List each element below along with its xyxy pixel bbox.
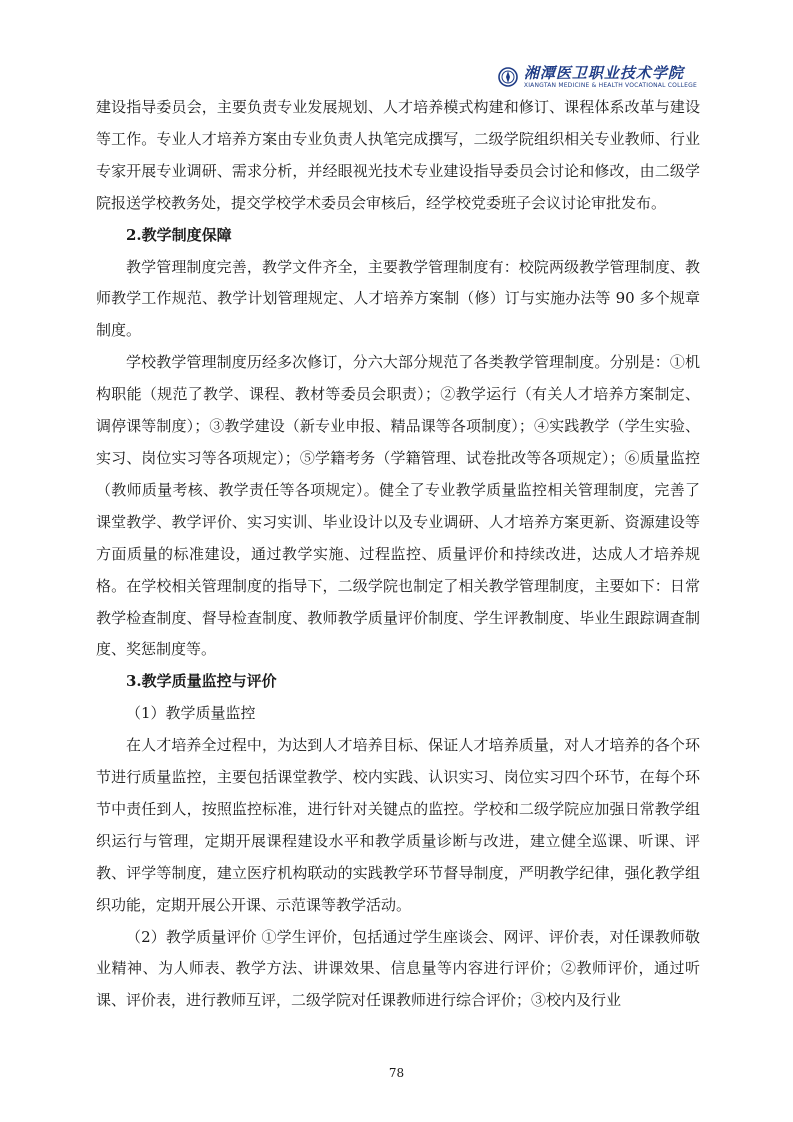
- heading-quality-monitoring: 3.教学质量监控与评价: [126, 672, 277, 691]
- college-name-cn: 湘潭医卫职业技术学院: [523, 64, 684, 82]
- paragraph-system-revision: 学校教学管理制度历经多次修订，分六大部分规范了各类教学管理制度。分别是：①机构职能（规范了教学、课程、教材等委员会职责）；②教学运行（有关人才培养方案制定、调停课等制度）；③教学建设（新专业申报、精品课等各项制度）；④实践教学（学生实验、实习、岗位实习等各项规定）；⑤学籍考务（学籍管理、试卷批改等各项规定）；⑥质量监控（教师质量考核、教学责任等各项规定）。健全了专业教学质量监控相关管理制度，完善了课堂教学、教学评价、实习实训、毕业设计以及专业调研、人才培养方案更新、资源建设等方面质量的标准建设，通过教学实施、过程监控、质量评价和持续改进，达成人才培养规格。在学校相关管理制度的指导下，二级学院也制定了相关教学管理制度，主要如下：日常教学检查制度、督导检查制度、教师教学质量评价制度、学生评教制度、毕业生跟踪调查制度、奖惩制度等。: [96, 353, 700, 659]
- page-header: [498, 64, 697, 90]
- paragraph-committee: 建设指导委员会，主要负责专业发展规划、人才培养模式构建和修订、课程体系改革与建设等工作。专业人才培养方案由专业负责人执笔完成撰写，二级学院组织相关专业教师、行业专家开展专业调研、需求分析，并经眼视光技术专业建设指导委员会讨论和修改，由二级学院报送学校教务处，提交学校学术委员会审核后，经学校党委班子会议讨论审批发布。: [96, 98, 700, 212]
- paragraph-monitoring-process: 在人才培养全过程中，为达到人才培养目标、保证人才培养质量，对人才培养的各个环节进行质量监控，主要包括课堂教学、校内实践、认识实习、岗位实习四个环节，在每个环节中责任到人，按照监控标准，进行针对关键点的监控。学校和二级学院应加强日常教学组织运行与管理，定期开展课程建设水平和教学质量诊断与改进，建立健全巡课、听课、评教、评学等制度，建立医疗机构联动的实践教学环节督导制度，严明教学纪律，强化教学组织功能，定期开展公开课、示范课等教学活动。: [96, 736, 700, 914]
- document-body: [96, 92, 700, 1017]
- heading-teaching-system: 2.教学制度保障: [126, 225, 232, 244]
- college-logo-icon: [498, 67, 518, 87]
- paragraph-quality-evaluation: （2）教学质量评价 ①学生评价，包括通过学生座谈会、网评、评价表，对任课教师敬业精神、为人师表、教学方法、讲课效果、信息量等内容进行评价；②教师评价，通过听课、评价表，进行教师互评，二级学院对任课教师进行综合评价；③校内及行业: [96, 927, 700, 1010]
- page-number: 78: [388, 1066, 405, 1080]
- paragraph-management-system: 教学管理制度完善，教学文件齐全，主要教学管理制度有：校院两级教学管理制度、教师教学工作规范、教学计划管理规定、人才培养方案制（修）订与实施办法等 90 多个规章制度。: [96, 257, 700, 340]
- college-name-block: [524, 64, 697, 90]
- subheading-quality-monitoring: （1）教学质量监控: [126, 704, 256, 723]
- college-name-en: XIANGTAN MEDICINE & HEALTH VOCATIONAL COLLEGE: [523, 82, 697, 89]
